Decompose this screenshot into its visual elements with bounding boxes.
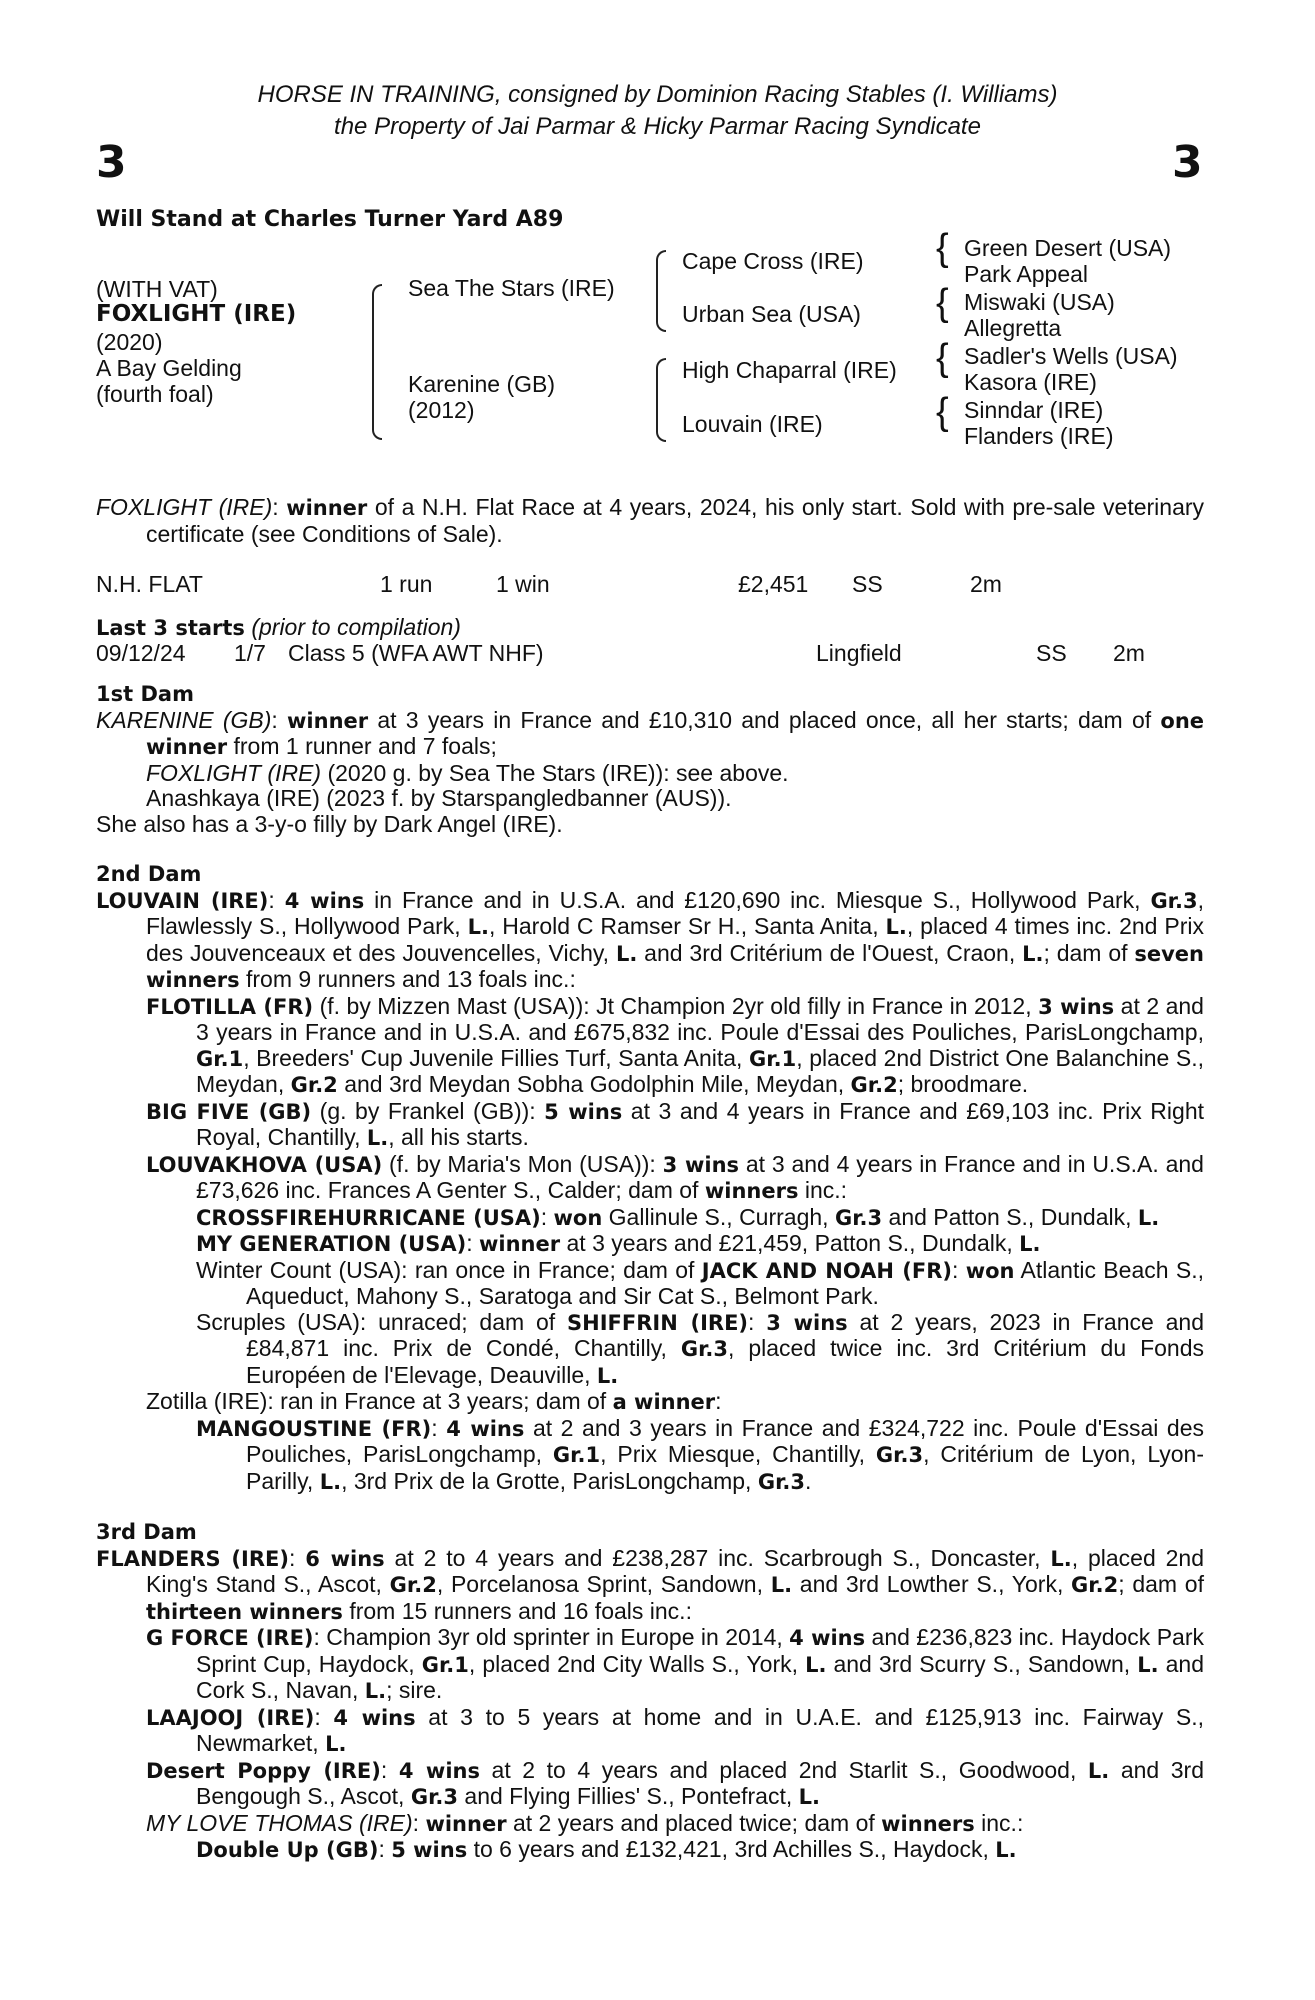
last-starts-title: Last 3 starts: [96, 616, 245, 640]
sire-dam: Urban Sea (USA): [682, 301, 861, 327]
big-five-entry: BIG FIVE (GB) (g. by Frankel (GB)): 5 wins at 3 and 4 years in France and £69,103 inc. Prix Right Royal, Chantilly, L., all his starts.: [146, 1097, 1205, 1150]
record-runs: 1 run: [380, 571, 433, 597]
pedigree-brace-main: [372, 284, 382, 440]
first-dam-foal-2: Anashkaya (IRE) (2023 f. by Starspangledbanner (AUS)).: [146, 785, 732, 811]
ddd: Flanders (IRE): [964, 423, 1114, 449]
desert-poppy-entry: Desert Poppy (IRE): 4 wins at 2 to 4 years and placed 2nd Starlit S., Goodwood, L. and 3rd Bengough S., Ascot, Gr.3 and Flying Fillies' S., Pontefract, L.: [146, 1756, 1204, 1809]
dam-dam: Louvain (IRE): [682, 411, 823, 437]
record-going: SS: [852, 571, 883, 597]
lot-number-left: 3: [96, 137, 127, 188]
first-dam-heading: 1st Dam: [96, 682, 194, 706]
stand-location: Will Stand at Charles Turner Yard A89: [96, 207, 564, 232]
flotilla-entry: FLOTILLA (FR) (f. by Mizzen Mast (USA)): Jt Champion 2yr old filly in France in 2012, 3 wins at 2 and 3 years in France and in U.S.A. and £675,832 inc. Poule d'Essai des Pouliches, ParisLongchamp, Gr.1, Breeders' Cup Juvenile Fillies Turf, Santa Anita, Gr.1, placed 2nd District One Balanchine S., Meydan, Gr.2 and 3rd Meydan Sobha Godolphin Mile, Meydan, Gr.2; broodmare.: [146, 992, 1204, 1097]
my-love-thomas-entry: MY LOVE THOMAS (IRE): winner at 2 years and placed twice; dam of winners inc.:: [146, 1809, 1024, 1836]
scruples-entry: Scruples (USA): unraced; dam of SHIFFRIN (IRE): 3 wins at 2 years, 2023 in France and £84,871 inc. Prix de Condé, Chantilly, Gr.3, placed twice inc. 3rd Critérium du Fonds Européen de l'Elevage, Deauville, L.: [196, 1308, 1204, 1388]
consignor-line: HORSE IN TRAINING, consigned by Dominion Racing Stables (I. Williams): [257, 81, 1058, 108]
dsd: Kasora (IRE): [964, 369, 1097, 395]
dam-year: (2012): [408, 397, 475, 423]
last-starts-heading: [96, 615, 461, 642]
g-force-entry: G FORCE (IRE): Champion 3yr old sprinter in Europe in 2014, 4 wins and £236,823 inc. Haydock Park Sprint Cup, Haydock, Gr.1, placed 2nd City Walls S., York, L. and 3rd Scurry S., Sandown, L. and Cork S., Navan, L.; sire.: [146, 1624, 1205, 1703]
zotilla-entry: Zotilla (IRE): ran in France at 3 years; dam of a winner:: [146, 1388, 722, 1414]
brace-glyph-4: {: [936, 391, 949, 433]
crossfirehurricane-entry: CROSSFIREHURRICANE (USA): won Gallinule S., Curragh, Gr.3 and Patton S., Dundalk, L.: [196, 1203, 1160, 1230]
foal-order: (fourth foal): [96, 381, 214, 407]
sire: Sea The Stars (IRE): [408, 275, 615, 301]
record-wins: 1 win: [496, 571, 550, 597]
first-dam-also: She also has a 3-y-o filly by Dark Angel (IRE).: [96, 810, 563, 837]
start-race: Class 5 (WFA AWT NHF): [288, 640, 544, 666]
first-dam-foal-1: FOXLIGHT (IRE) (2020 g. by Sea The Stars (IRE)): see above.: [146, 759, 789, 786]
sire-sire: Cape Cross (IRE): [682, 248, 864, 274]
double-up-entry: Double Up (GB): 5 wins to 6 years and £132,421, 3rd Achilles S., Haydock, L.: [196, 1836, 1017, 1862]
laajooj-entry: LAAJOOJ (IRE): 4 wins at 3 to 5 years at home and in U.A.E. and £125,913 inc. Fairway S., Newmarket, L.: [146, 1703, 1204, 1756]
brace-glyph-3: {: [936, 337, 949, 379]
start-distance: 2m: [1113, 640, 1145, 666]
brace-glyph-2: {: [936, 282, 949, 324]
summary-text: of a N.H. Flat Race at 4 years, 2024, his only start. Sold with pre-sale veterinary certificate (see Conditions of Sale).: [146, 494, 1205, 547]
vat-note: (WITH VAT): [96, 276, 218, 302]
sss: Green Desert (USA): [964, 235, 1172, 261]
sds: Miswaki (USA): [964, 289, 1115, 315]
dds: Sinndar (IRE): [964, 397, 1104, 423]
summary-winner: winner: [286, 496, 368, 520]
pedigree-brace-sire: [656, 250, 666, 332]
dam: Karenine (GB): [408, 371, 556, 397]
third-dam-heading: 3rd Dam: [96, 1520, 197, 1544]
dam-sections: [96, 682, 1204, 1864]
record-distance: 2m: [970, 571, 1002, 597]
last-starts-note: (prior to compilation): [251, 614, 461, 640]
dss: Sadler's Wells (USA): [964, 343, 1178, 369]
lot-number-right: 3: [1172, 137, 1203, 188]
start-date: 09/12/24: [96, 640, 186, 666]
first-dam-entry: KARENINE (GB): winner at 3 years in France and £10,310 and placed once, all her starts; dam of one winner from 1 runner and 7 foals;: [96, 706, 1205, 759]
start-course: Lingfield: [816, 640, 902, 666]
flanders-entry: FLANDERS (IRE): 6 wins at 2 to 4 years and £238,287 inc. Scarbrough S., Doncaster, L., placed 2nd King's Stand S., Ascot, Gr.2, Porcelanosa Sprint, Sandown, L. and 3rd Lowther S., York, Gr.2; dam of thirteen winners from 15 runners and 16 foals inc.:: [96, 1544, 1204, 1624]
property-line: the Property of Jai Parmar & Hicky Parmar Racing Syndicate: [334, 113, 981, 140]
second-dam-heading: 2nd Dam: [96, 862, 202, 886]
brace-glyph-1: {: [936, 227, 949, 269]
start-going: SS: [1036, 640, 1067, 666]
summary-name: FOXLIGHT (IRE): [96, 494, 273, 520]
horse-name: FOXLIGHT (IRE): [96, 301, 297, 327]
horse-description: A Bay Gelding: [96, 355, 242, 381]
first-dam-name: KARENINE (GB): [96, 706, 272, 733]
dam-sire: High Chaparral (IRE): [682, 357, 897, 383]
record-type: N.H. FLAT: [96, 571, 203, 597]
horse-summary: FOXLIGHT (IRE): winner of a N.H. Flat Race at 4 years, 2024, his only start. Sold with pre-sale veterinary certificate (see Conditions of Sale).: [96, 494, 1205, 547]
sdd: Allegretta: [964, 315, 1062, 341]
horse-year: (2020): [96, 329, 163, 355]
pedigree-brace-dam: [656, 358, 666, 442]
louvain-entry: LOUVAIN (IRE): 4 wins in France and in U.S.A. and £120,690 inc. Miesque S., Hollywood Park, Gr.3, Flawlessly S., Hollywood Park, L., Harold C Ramser Sr H., Santa Anita, L., placed 4 times inc. 2nd Prix des Jouvenceaux et des Jouvencelles, Vichy, L. and 3rd Critérium de l'Ouest, Craon, L.; dam of seven winners from 9 runners and 13 foals inc.:: [96, 886, 1205, 992]
winter-count-entry: Winter Count (USA): ran once in France; dam of JACK AND NOAH (FR): won Atlantic Beach S., Aqueduct, Mahony S., Saratoga and Sir Cat S., Belmont Park.: [196, 1256, 1204, 1309]
mangoustine-entry: MANGOUSTINE (FR): 4 wins at 2 and 3 years in France and £324,722 inc. Poule d'Essai des Pouliches, ParisLongchamp, Gr.1, Prix Miesque, Chantilly, Gr.3, Critérium de Lyon, Lyon-Parilly, L., 3rd Prix de la Grotte, ParisLongchamp, Gr.3.: [196, 1414, 1205, 1494]
record-prize: £2,451: [738, 571, 809, 597]
my-generation-entry: MY GENERATION (USA): winner at 3 years and £21,459, Patton S., Dundalk, L.: [196, 1230, 1041, 1256]
louvakhova-entry: LOUVAKHOVA (USA) (f. by Maria's Mon (USA)): 3 wins at 3 and 4 years in France and in U.S.A. and £73,626 inc. Frances A Genter S., Calder; dam of winners inc.:: [146, 1150, 1204, 1203]
start-position: 1/7: [234, 640, 266, 666]
ssd: Park Appeal: [964, 261, 1089, 287]
